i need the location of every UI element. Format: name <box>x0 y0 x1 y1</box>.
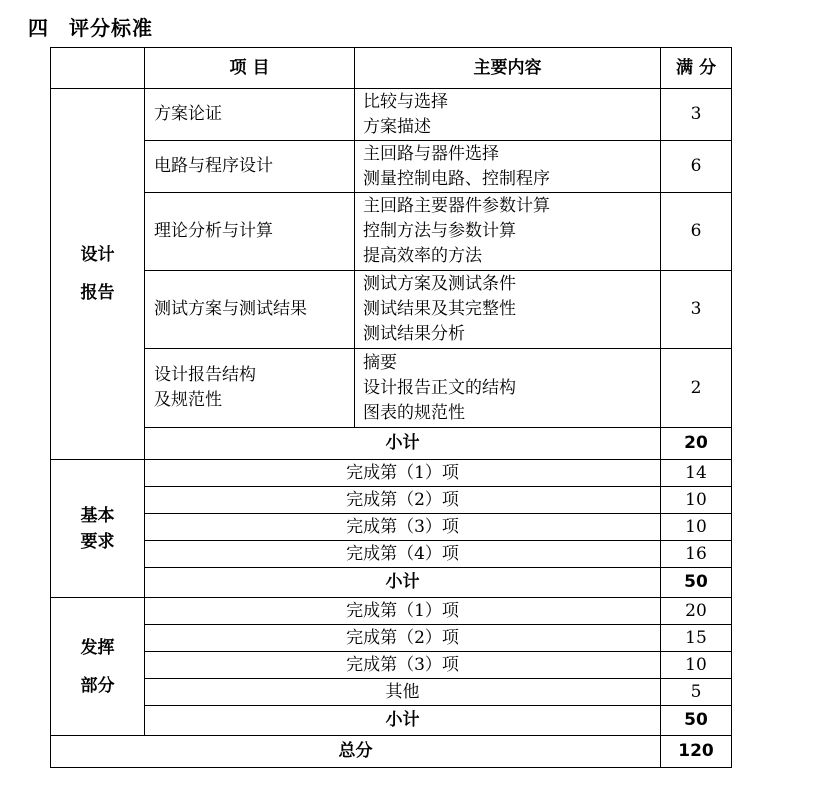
table-row <box>51 271 732 349</box>
design-section-label: 设计 报告 <box>51 89 145 460</box>
score-cell: 14 <box>661 460 732 487</box>
subtotal-score: 20 <box>661 428 732 460</box>
table-row <box>51 598 732 625</box>
subtotal-row <box>51 428 732 460</box>
header-content: 主要内容 <box>355 48 661 89</box>
content-cell: 完成第（3）项 <box>145 514 661 541</box>
content-cell: 摘要 设计报告正文的结构 图表的规范性 <box>355 349 661 428</box>
table-row <box>51 141 732 193</box>
header-blank <box>51 48 145 89</box>
score-cell: 3 <box>661 271 732 349</box>
score-cell: 15 <box>661 625 732 652</box>
content-cell: 完成第（4）项 <box>145 541 661 568</box>
table-row <box>51 487 732 514</box>
table-row <box>51 625 732 652</box>
content-cell: 完成第（3）项 <box>145 652 661 679</box>
content-cell: 其他 <box>145 679 661 706</box>
item-cell: 测试方案与测试结果 <box>145 271 355 349</box>
score-cell: 20 <box>661 598 732 625</box>
header-score: 满 分 <box>661 48 732 89</box>
section-number: 四 <box>28 16 49 40</box>
subtotal-label: 小计 <box>145 428 661 460</box>
table-row <box>51 349 732 428</box>
table-row <box>51 89 732 141</box>
section-heading <box>28 12 153 41</box>
table-row <box>51 541 732 568</box>
item-cell: 设计报告结构 及规范性 <box>145 349 355 428</box>
score-cell: 3 <box>661 89 732 141</box>
subtotal-row <box>51 706 732 736</box>
subtotal-score: 50 <box>661 568 732 598</box>
item-cell: 理论分析与计算 <box>145 193 355 271</box>
score-cell: 6 <box>661 141 732 193</box>
scoring-table <box>50 47 732 768</box>
content-cell: 主回路主要器件参数计算 控制方法与参数计算 提高效率的方法 <box>355 193 661 271</box>
extra-section-label: 发挥 部分 <box>51 598 145 736</box>
table-row <box>51 460 732 487</box>
table-row <box>51 652 732 679</box>
table-row <box>51 679 732 706</box>
content-cell: 测试方案及测试条件 测试结果及其完整性 测试结果分析 <box>355 271 661 349</box>
total-row <box>51 736 732 768</box>
score-cell: 6 <box>661 193 732 271</box>
score-cell: 16 <box>661 541 732 568</box>
score-cell: 10 <box>661 652 732 679</box>
total-label: 总分 <box>51 736 661 768</box>
score-cell: 10 <box>661 487 732 514</box>
subtotal-score: 50 <box>661 706 732 736</box>
content-cell: 主回路与器件选择 测量控制电路、控制程序 <box>355 141 661 193</box>
total-score: 120 <box>661 736 732 768</box>
content-cell: 完成第（2）项 <box>145 487 661 514</box>
table-row <box>51 193 732 271</box>
subtotal-label: 小计 <box>145 568 661 598</box>
content-cell: 完成第（2）项 <box>145 625 661 652</box>
table-header-row <box>51 48 732 89</box>
content-cell: 完成第（1）项 <box>145 460 661 487</box>
header-item: 项 目 <box>145 48 355 89</box>
subtotal-label: 小计 <box>145 706 661 736</box>
score-cell: 10 <box>661 514 732 541</box>
score-cell: 5 <box>661 679 732 706</box>
content-cell: 比较与选择 方案描述 <box>355 89 661 141</box>
item-cell: 方案论证 <box>145 89 355 141</box>
basic-section-label: 基本 要求 <box>51 460 145 598</box>
content-cell: 完成第（1）项 <box>145 598 661 625</box>
table-row <box>51 514 732 541</box>
subtotal-row <box>51 568 732 598</box>
score-cell: 2 <box>661 349 732 428</box>
item-cell: 电路与程序设计 <box>145 141 355 193</box>
section-title: 评分标准 <box>69 16 153 40</box>
